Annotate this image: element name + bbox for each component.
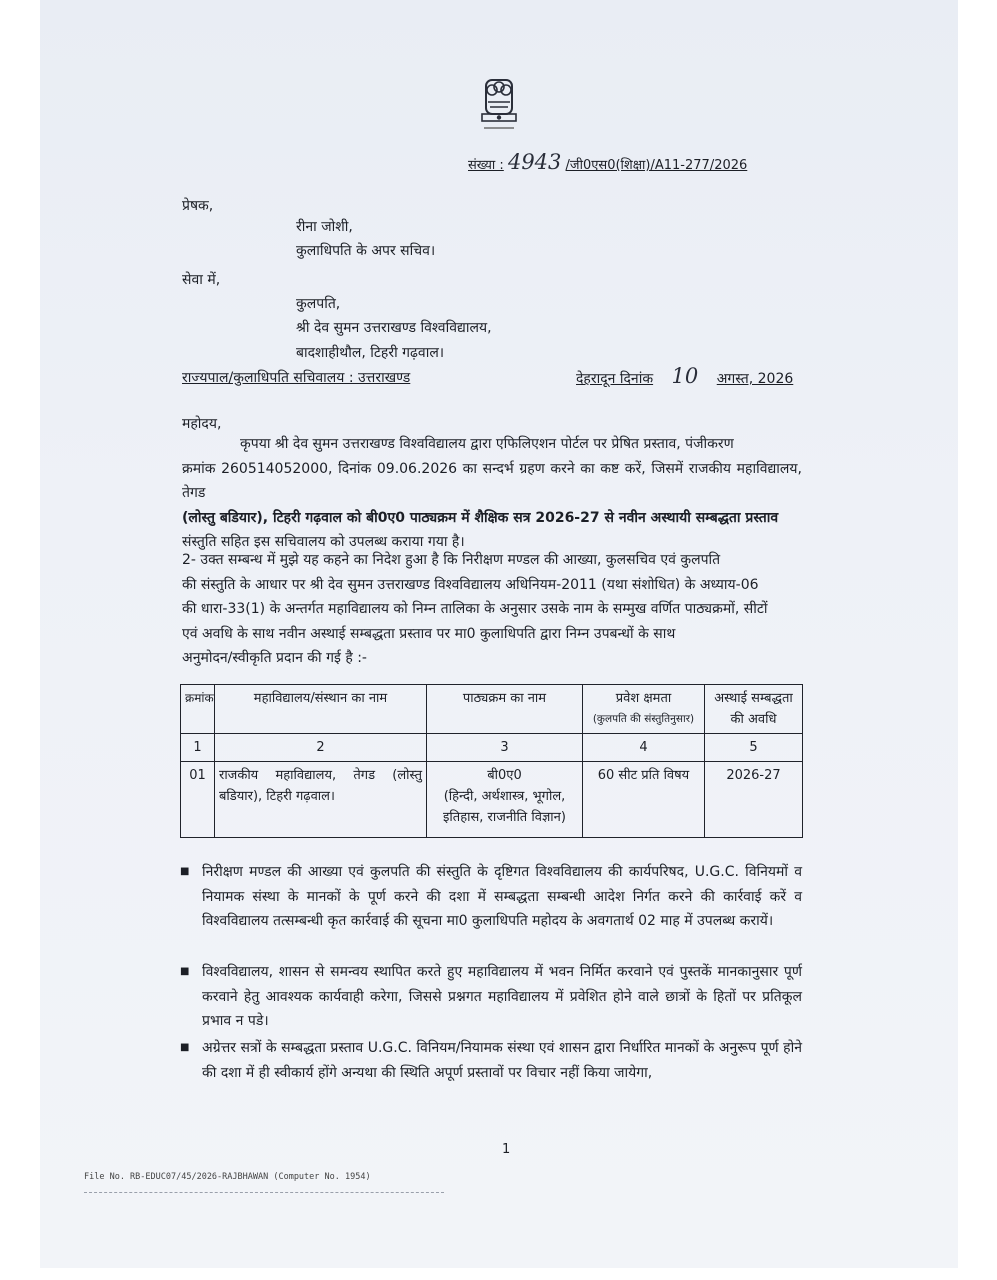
table-row (181, 762, 803, 838)
paragraph-1-line: (लोस्तु बडियार), टिहरी गढ़वाल को बी0ए0 पाठ्यक्रम में शैक्षिक सत्र 2026-27 से नवीन अस्थायी सम्बद्धता प्रस्ताव (182, 509, 779, 526)
recipient-line-2: श्री देव सुमन उत्तराखण्ड विश्वविद्यालय, (296, 320, 492, 336)
paragraph-2-line: अनुमोदन/स्वीकृति प्रदान की गई है :- (182, 650, 367, 666)
file-number-footer: File No. RB-EDUC07/45/2026-RAJBHAWAN (Computer No. 1954) (84, 1172, 371, 1182)
paragraph-2-line: 2- उक्त सम्बन्ध में मुझे यह कहने का निदेश हुआ है कि निरीक्षण मण्डल की आख्या, कुलसचिव एवं कुलपति (182, 552, 721, 568)
paragraph-2-line: की धारा-33(1) के अन्तर्गत महाविद्यालय को निम्न तालिका के अनुसार उसके नाम के सम्मुख वर्णित पाठ्यक्रमों, सीटों (182, 601, 768, 617)
table-header-cell (583, 685, 705, 734)
salutation: महोदय, (182, 416, 222, 432)
bullet-square-icon: ■ (180, 966, 190, 977)
table-header-cell (705, 685, 803, 734)
sender-label: प्रेषक, (182, 198, 214, 214)
page-number: 1 (502, 1142, 511, 1157)
paragraph-1-line: क्रमांक 260514052000, दिनांक 09.06.2026 का सन्दर्भ ग्रहण करने का कष्ट करें, जिसमें राजकीय महाविद्यालय, तेगड (182, 460, 802, 501)
letter-date (576, 364, 793, 388)
table-number-cell: 5 (705, 734, 803, 762)
bullet-text: विश्वविद्यालय, शासन से समन्वय स्थापित करते हुए महाविद्यालय में भवन निर्मित करवाने एवं पुस्तकें मानकानुसार पूर्ण करवाने हेतु आवश्यक कार्यवाही करेगा, जिससे प्रश्नगत महाविद्यालय में प्रवेशित होने वाले छात्रों के हितों पर प्रतिकूल प्रभाव न पडे। (202, 964, 802, 1029)
recipient-line-3: बादशाहीथौल, टिहरी गढ़वाल। (296, 345, 445, 361)
reference-suffix: /जी0एस0(शिक्षा)/A11-277/2026 (565, 158, 748, 173)
footer-divider (84, 1192, 444, 1193)
course-name: बी0ए0 (487, 768, 522, 783)
table-header-cell: क्रमांक (181, 685, 215, 734)
reference-number (468, 150, 747, 174)
bullet-square-icon: ■ (180, 1042, 190, 1053)
bullet-item (180, 960, 802, 1034)
paragraph-2-line: एवं अवधि के साथ नवीन अस्थाई सम्बद्धता प्रस्ताव पर मा0 कुलाधिपति द्वारा निम्न उपबन्धों के साथ (182, 625, 676, 642)
table-cell-college: राजकीय महाविद्यालय, तेगड (लोस्तु बडियार), टिहरी गढ़वाल। (215, 762, 427, 838)
table-header-row (181, 685, 803, 734)
table-cell-sr: 01 (181, 762, 215, 838)
affiliation-table (180, 684, 803, 838)
date-prefix: देहरादून दिनांक (576, 371, 654, 387)
reference-handwritten-number: 4943 (507, 150, 562, 174)
course-subjects-2: इतिहास, राजनीति विज्ञान) (443, 810, 566, 825)
table-cell-seats: 60 सीट प्रति विषय (583, 762, 705, 838)
reference-label: संख्या : (468, 158, 504, 173)
recipient-label: सेवा में, (182, 272, 221, 288)
date-rest: अगस्त, 2026 (716, 371, 794, 387)
date-day-handwritten: 10 (671, 364, 699, 388)
state-emblem-icon (474, 74, 524, 136)
course-subjects-1: (हिन्दी, अर्थशास्त्र, भूगोल, (443, 789, 566, 804)
table-header-cell: महाविद्यालय/संस्थान का नाम (215, 685, 427, 734)
table-number-cell: 2 (215, 734, 427, 762)
table-cell-course (427, 762, 583, 838)
table-header-subtext: की अवधि (730, 712, 777, 727)
paragraph-2 (182, 548, 802, 671)
paragraph-1 (182, 432, 802, 555)
bullet-item (180, 860, 802, 934)
table-header-text: प्रवेश क्षमता (615, 691, 672, 706)
table-number-cell: 3 (427, 734, 583, 762)
paragraph-2-line: की संस्तुति के आधार पर श्री देव सुमन उत्तराखण्ड विश्वविद्यालय अधिनियम-2011 (यथा संशोधित) के अध्याय-06 (182, 576, 759, 593)
table-header-text: अस्थाई सम्बद्धता (714, 691, 793, 706)
table-number-row (181, 734, 803, 762)
sender-name: रीना जोशी, (296, 219, 353, 235)
table-cell-period: 2026-27 (705, 762, 803, 838)
paragraph-1-line: कृपया श्री देव सुमन उत्तराखण्ड विश्वविद्यालय द्वारा एफिलिएशन पोर्टल पर प्रेषित प्रस्ताव, पंजीकरण (240, 436, 734, 452)
paragraph-1-line: संस्तुति सहित इस सचिवालय को उपलब्ध कराया गया है। (182, 534, 465, 550)
sender-designation: कुलाधिपति के अपर सचिव। (296, 243, 436, 259)
bullet-text: अग्रेत्तर सत्रों के सम्बद्धता प्रस्ताव U.G.C. विनियम/नियामक संस्था एवं शासन द्वारा निर्धारित मानकों के अनुरूप पूर्ण होने की दशा में ही स्वीकार्य होंगे अन्यथा की स्थिति अपूर्ण प्रस्तावों पर विचार नहीं किया जायेगा, (202, 1040, 802, 1081)
table-header-cell: पाठ्यक्रम का नाम (427, 685, 583, 734)
table-header-subtext: (कुलपति की संस्तुतिनुसार) (592, 713, 695, 725)
table-number-cell: 1 (181, 734, 215, 762)
bullet-text: निरीक्षण मण्डल की आख्या एवं कुलपति की संस्तुति के दृष्टिगत विश्वविद्यालय की कार्यपरिषद, U.G.C. विनियमों व नियामक संस्था के मानकों के पूर्ण करने की दशा में सम्बद्धता सम्बन्धी आदेश निर्गत करने की कार्रवाई करें व विश्वविद्यालय तत्सम्बन्धी कृत कार्रवाई की सूचना मा0 कुलाधिपति महोदय के अवगतार्थ 02 माह में उपलब्ध करायें। (202, 864, 802, 929)
bullet-item (180, 1036, 802, 1085)
recipient-line-1: कुलपति, (296, 296, 341, 312)
office-name: राज्यपाल/कुलाधिपति सचिवालय : उत्तराखण्ड (182, 370, 411, 386)
table-number-cell: 4 (583, 734, 705, 762)
bullet-square-icon: ■ (180, 866, 190, 877)
